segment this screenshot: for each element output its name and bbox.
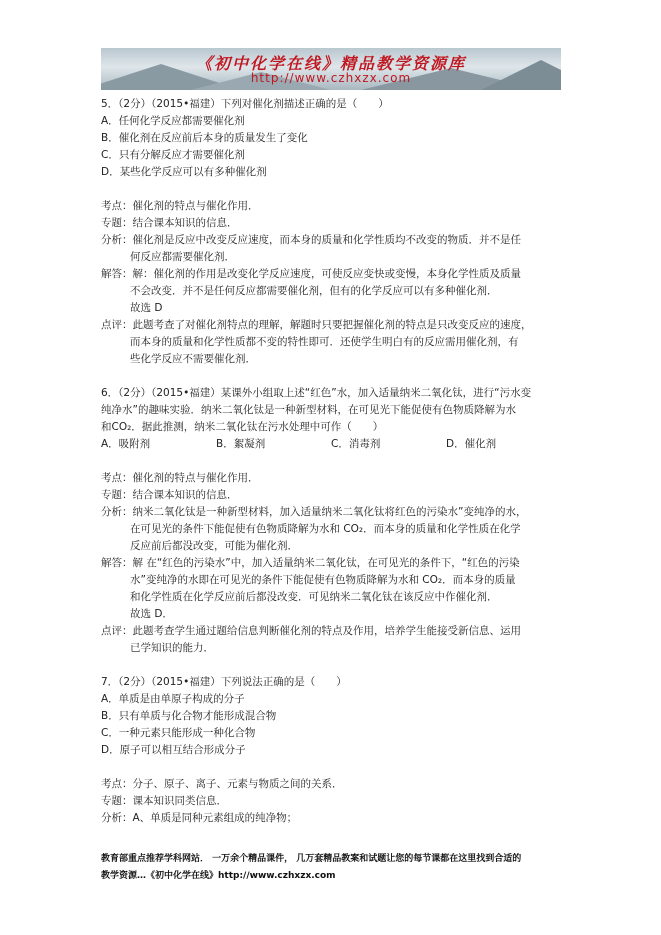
footer-line-1: 教育部重点推荐学科网站． 一万余个精品课件， 几万套精品教案和试题让您的每节课都在这里找到合适的: [101, 854, 522, 864]
q5-option-a: A．任何化学反应都需要催化剂: [101, 115, 245, 127]
q6-jieda-cont: 水”变纯净的水即在可见光的条件下能促使有色物质降解为水和 CO₂．而本身的质量: [130, 574, 516, 586]
q5-fenxi: 分析：催化剂是反应中改变反应速度，而本身的质量和化学性质均不改变的物质．并不是任: [101, 234, 521, 246]
q5-option-d: D．某些化学反应可以有多种催化剂: [101, 166, 267, 178]
q6-options: [101, 436, 561, 453]
q7-zhuanti: 专题：课本知识同类信息．: [101, 795, 227, 807]
q6-stem-cont: 和CO₂．据此推测，纳米二氧化钛在污水处理中可作（ ）: [101, 421, 384, 433]
q5-option-c: C．只有分解反应才需要催化剂: [101, 149, 245, 161]
q7-stem: 7．（2分）（2015•福建）下列说法正确的是（ ）: [101, 676, 347, 688]
q5-dianping-cont: 而本身的质量和化学性质都不变的特性即可．还使学生明白有的反应需用催化剂，有: [130, 336, 519, 348]
q7-option-c: C．一种元素只能形成一种化合物: [101, 727, 256, 739]
page-footer: [101, 851, 571, 885]
q5-dianping-cont: 些化学反应不需要催化剂．: [130, 353, 256, 365]
q6-option-c: C．消毒剂: [331, 438, 381, 450]
q6-jieda: 解答：解 在“红色的污染水”中，加入适量纳米二氧化钛，在可见光的条件下，“红色的污染: [101, 557, 520, 569]
header-banner: [101, 48, 561, 90]
q5-kaodian: 考点：催化剂的特点与催化作用．: [101, 200, 259, 212]
q7-fenxi: 分析：A、单质是同种元素组成的纯净物；: [101, 812, 298, 824]
q7-option-b: B．只有单质与化合物才能形成混合物: [101, 710, 277, 722]
q5-jieda-cont: 不会改变．并不是任何反应都需要催化剂，但有的化学反应可以有多种催化剂．: [130, 285, 498, 297]
q6-dianping-cont: 已学知识的能力．: [130, 642, 214, 654]
q5-option-b: B．催化剂在反应前后本身的质量发生了变化: [101, 132, 308, 144]
document-body: [101, 96, 561, 827]
q6-option-b: B．絮凝剂: [216, 438, 266, 450]
q6-answer: 故选 D．: [130, 608, 173, 620]
footer-line-2: 教学资源…《初中化学在线》http://www.czhxzx.com: [101, 871, 336, 881]
q5-stem: 5．（2分）（2015•福建）下列对催化剂描述正确的是（ ）: [101, 98, 389, 110]
q6-dianping: 点评：此题考查学生通过题给信息判断催化剂的特点及作用，培养学生能接受新信息、运用: [101, 625, 521, 637]
q6-fenxi-cont: 反应前后都没改变，可能为催化剂．: [130, 540, 298, 552]
q5-zhuanti: 专题：结合课本知识的信息．: [101, 217, 238, 229]
q5-dianping: 点评：此题考查了对催化剂特点的理解，解题时只要把握催化剂的特点是只改变反应的速度，: [101, 319, 532, 331]
q6-fenxi: 分析：纳米二氧化钛是一种新型材料，加入适量纳米二氧化钛将红色的污染水”变纯净的水，: [101, 506, 527, 518]
q7-option-d: D．原子可以相互结合形成分子: [101, 744, 246, 756]
q6-option-d: D．催化剂: [446, 438, 497, 450]
q6-jieda-cont: 和化学性质在化学反应前后都没改变．可见纳米二氧化钛在该反应中作催化剂．: [130, 591, 498, 603]
q6-option-a: A．吸附剂: [101, 438, 151, 450]
banner-title: 《初中化学在线》精品教学资源库: [195, 54, 466, 73]
q7-kaodian: 考点：分子、原子、离子、元素与物质之间的关系．: [101, 778, 343, 790]
q6-fenxi-cont: 在可见光的条件下能促使有色物质降解为水和 CO₂．而本身的质量和化学性质在化学: [130, 523, 521, 535]
q6-stem-cont: 纯净水”的趣味实验．纳米二氧化钛是一种新型材料，在可见光下能促使有色物质降解为水: [101, 404, 516, 416]
q6-kaodian: 考点：催化剂的特点与催化作用．: [101, 472, 259, 484]
q7-option-a: A．单质是由单原子构成的分子: [101, 693, 245, 705]
q5-fenxi-cont: 何反应都需要催化剂．: [130, 251, 235, 263]
q5-answer: 故选 D: [130, 302, 163, 314]
q5-jieda: 解答：解：催化剂的作用是改变化学反应速度，可使反应变快或变慢，本身化学性质及质量: [101, 268, 521, 280]
banner-url[interactable]: http://www.czhxzx.com: [250, 71, 412, 85]
q6-zhuanti: 专题：结合课本知识的信息．: [101, 489, 238, 501]
q6-stem: 6．（2分）（2015•福建）某课外小组取上述“红色”水，加入适量纳米二氧化钛，进行“污水变: [101, 387, 532, 399]
